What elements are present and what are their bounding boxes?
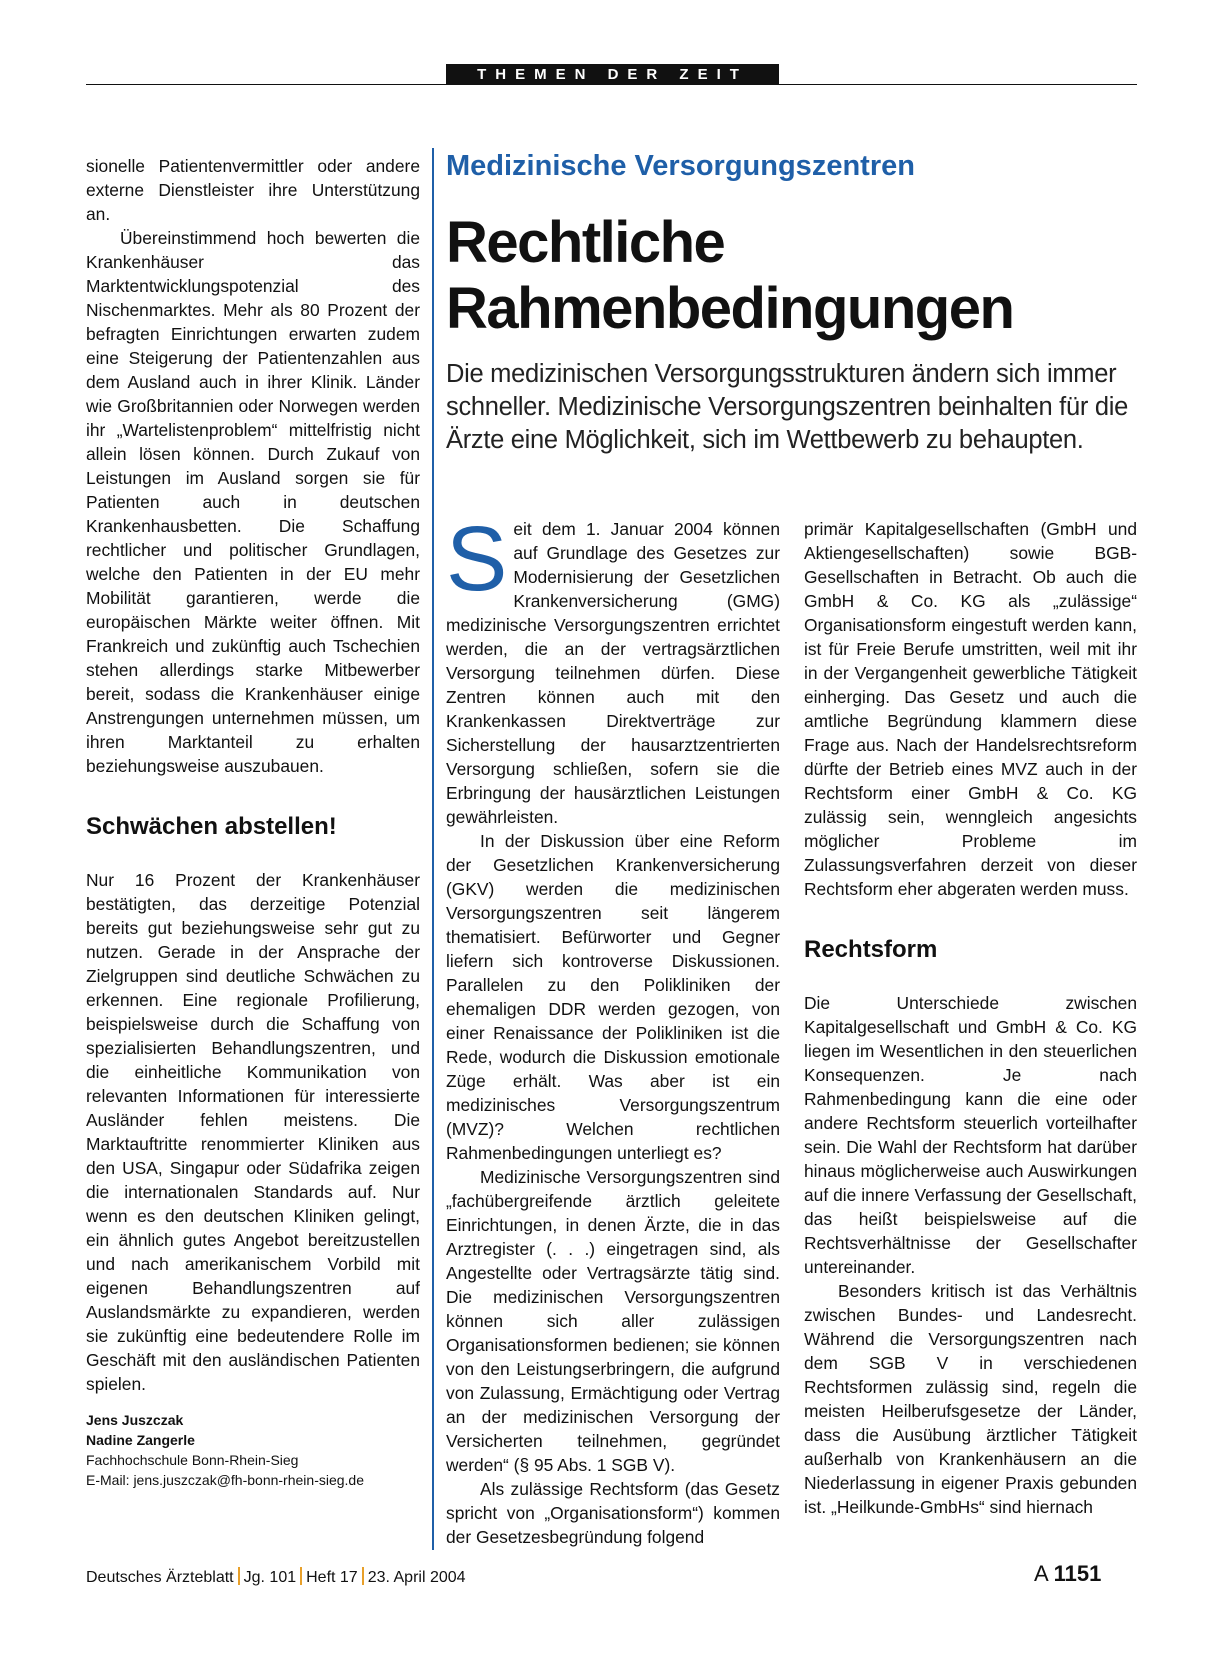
article-lead: Die medizinischen Versorgungsstrukturen ändern sich immer schneller. Medizinische Versorgungszentren beinhalten für die Ärzte eine Möglichkeit, sich im Wettbewerb zu behaupten. (446, 360, 1128, 454)
article-kicker: Medizinische Versorgungszentren (446, 150, 915, 182)
paragraph (446, 508, 780, 829)
paragraph: In der Diskussion über eine Reform der Gesetzlichen Krankenversicherung (GKV) werden die medizinischen Versorgungszentren seit längerem thematisiert. Befürworter und Gegner liefern sich kontroverse Diskussionen. Parallelen zu den Polikliniken der ehemaligen DDR werden gezogen, von einer Renaissance der Polikliniken ist die Rede, wodurch die Diskussion emotionale Züge erhält. Was aber ist ein medizinisches Versorgungszentrum (MVZ)? Welchen rechtlichen Rahmenbedingungen unterliegt es? (446, 831, 780, 1163)
drop-cap: S (446, 508, 508, 610)
author-name: Jens Juszczak (86, 1412, 184, 1428)
subheading: Rechtsform (804, 936, 938, 963)
column-divider (432, 148, 434, 1550)
journal-issue: Heft 17 (306, 1569, 358, 1586)
headline-line: Rahmenbedingungen (446, 276, 1014, 341)
footer-citation (86, 1567, 466, 1587)
paragraph: Als zulässige Rechtsform (das Gesetz spricht von „Organisationsform“) kommen der Gesetzesbegründung folgend (446, 1479, 780, 1547)
paragraph: Übereinstimmend hoch bewerten die Krankenhäuser das Marktentwicklungspotenzial des Nischenmarktes. Mehr als 80 Prozent der befragten Einrichtungen erwarten zudem eine Steigerung der Patientenzahlen aus dem Ausland auch in ihrer Klinik. Länder wie Großbritannien oder Norwegen werden ihr „Wartelistenproblem“ mittelfristig nicht allein lösen können. Durch Zukauf von Leistungen im Ausland sorgen sie für Patienten auch in deutschen Krankenhausbetten. Die Schaffung rechtlicher und politischer Grundlagen, welche den Patienten in der EU mehr Mobilität garantieren, werde die europäischen Märkte weiter öffnen. Mit Frankreich und zukünftig auch Tschechien stehen allerdings starke Mitbewerber bereit, sodass die Krankenhäuser einige Anstrengungen unternehmen müssen, um ihren Marktanteil zu erhalten beziehungsweise auszubauen. (86, 228, 420, 776)
paragraph: primär Kapitalgesellschaften (GmbH und Aktiengesellschaften) sowie BGB-Gesellschaften in Betracht. Ob auch die GmbH & Co. KG als „zulässige“ Organisationsform eingestuft werden kann, ist für Freie Berufe umstritten, weil mit ihr in der Vergangenheit gewerbliche Tätigkeit einherging. Das Gesetz und auch die amtliche Begründung klammern diese Frage aus. Nach der Handelsrechtsreform dürfte der Betrieb eines MVZ auch in der Rechtsform einer GmbH & Co. KG zulässig sein, wenngleich angesichts möglicher Probleme im Zulassungsverfahren derzeit von dieser Rechtsform eher abgeraten werden muss. (804, 519, 1137, 899)
column-left (86, 154, 420, 1490)
section-label: THEMEN DER ZEIT (446, 64, 779, 85)
author-name: Nadine Zangerle (86, 1432, 195, 1448)
subheading: Schwächen abstellen! (86, 813, 337, 840)
paragraph: Nur 16 Prozent der Krankenhäuser bestätigten, das derzeitige Potenzial bereits gut beziehungsweise sehr gut zu nutzen. Gerade in der Ansprache der Zielgruppen sind deutliche Schwächen zu erkennen. Eine regionale Profilierung, beispielsweise durch die Schaffung von spezialisierten Behandlungszentren, und die einheitliche Kommunikation von relevanten Informationen für interessierte Ausländer fehlen meistens. Die Marktauftritte renommierter Kliniken aus den USA, Singapur oder Südafrika zeigen die internationalen Standards auf. Nur wenn es den deutschen Kliniken gelingt, ein ähnlich gutes Angebot bereitzustellen und nach amerikanischem Vorbild mit eigenen Behandlungszentren auf Auslandsmärkte zu expandieren, werden sie zukünftig eine bedeutendere Rolle im Geschäft mit den ausländischen Patienten spielen. (86, 870, 420, 1394)
column-right (804, 517, 1137, 1519)
author-affiliation: Fachhochschule Bonn-Rhein-Sieg (86, 1452, 299, 1468)
footer-separator (362, 1567, 364, 1585)
author-signature (86, 1410, 420, 1490)
footer-separator (300, 1567, 302, 1585)
footer-separator (238, 1567, 240, 1585)
paragraph: Medizinische Versorgungszentren sind „fachübergreifende ärztlich geleitete Einrichtungen, in denen Ärzte, die in das Arztregister (. . .) eingetragen sind, als Angestellte oder Vertragsärzte tätig sind. Die medizinischen Versorgungszentren können sich aller zulässigen Organisationsformen bedienen; sie können von den Leistungserbringern, die aufgrund von Zulassung, Ermächtigung oder Vertrag an der medizinischen Versorgung der Versicherten teilnehmen, gegründet werden“ (§ 95 Abs. 1 SGB V). (446, 1167, 780, 1475)
paragraph: Die Unterschiede zwischen Kapitalgesellschaft und GmbH & Co. KG liegen im Wesentlichen in den steuerlichen Konsequenzen. Je nach Rahmenbedingung kann die eine oder andere Rechtsform steuerlich vorteilhafter sein. Die Wahl der Rechtsform hat darüber hinaus möglicherweise auch Auswirkungen auf die innere Verfassung der Gesellschaft, das heißt beispielsweise auf die Rechtsverhältnisse der Gesellschafter untereinander. (804, 993, 1137, 1277)
paragraph: sionelle Patientenvermittler oder andere externe Dienstleister ihre Unterstützung an. (86, 156, 420, 224)
headline-line: Rechtliche (446, 210, 725, 275)
paragraph: Besonders kritisch ist das Verhältnis zwischen Bundes- und Landesrecht. Während die Versorgungszentren nach dem SGB V in verschiedenen Rechtsformen zulässig sind, regeln die meisten Heilberufsgesetze der Länder, dass die Ausübung ärztlicher Tätigkeit außerhalb von Krankenhäusern an die Niederlassung in eigener Praxis gebunden ist. „Heilkunde-GmbHs“ sind hiernach (804, 1281, 1137, 1517)
journal-date: 23. April 2004 (367, 1569, 466, 1586)
article-headline (446, 210, 1146, 342)
author-email: E-Mail: jens.juszczak@fh-bonn-rhein-sieg.de (86, 1472, 364, 1488)
column-middle (446, 508, 780, 1549)
page-number-value: 1151 (1053, 1561, 1102, 1586)
journal-volume: Jg. 101 (243, 1569, 297, 1586)
paragraph-text: eit dem 1. Januar 2004 können auf Grundlage des Gesetzes zur Modernisierung der Gesetzlichen Krankenversicherung (GMG) medizinische Versorgungszentren errichtet werden, die an der vertragsärztlichen Versorgung teilnehmen dürfen. Diese Zentren können auch mit den Krankenkassen Direktverträge zur Sicherstellung der hausarztzentrierten Versorgung schließen, sofern sie die Erbringung der hausärztlichen Leistungen gewährleisten. (446, 519, 780, 827)
page-prefix: A (1034, 1561, 1048, 1586)
page-number (1034, 1561, 1101, 1587)
journal-name: Deutsches Ärzteblatt (86, 1569, 234, 1586)
